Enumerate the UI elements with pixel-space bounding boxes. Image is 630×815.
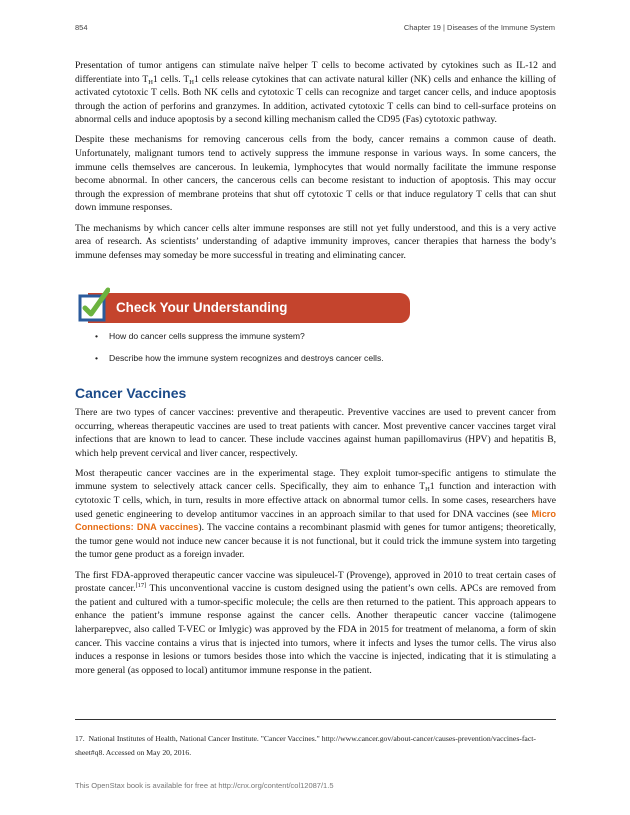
- paragraph-fda-vaccines: The first FDA-approved therapeutic cancer vaccine was sipuleucel-T (Provenge), approved in 2010 to treat certain cases of prostate cancer.[17] This unconventional vaccine is custom designed using the patient’s own cells. APCs are removed from the patient and cultured with a tumor-specific molecule; the cells are then returned to the patient. This approach appears to enhance the patient’s immune response against the cancer cells. Another therapeutic cancer vaccine (talimogene laherparepvec, also called T-VEC or Imlygic) was approved by the FDA in 2015 for treatment of melanoma, a form of skin cancer. This vaccine contains a virus that is injected into tumors, where it infects and lyses the tumor cells. The virus also induces a response in lesions or tumors besides those into which the vaccine is injected, indicating that it is stimulating a more general (as opposed to local) antitumor immune response in the patient.: [75, 569, 556, 676]
- footnote-divider: [75, 719, 556, 720]
- paragraph-immune-suppression: Despite these mechanisms for removing cancerous cells from the body, cancer remains a common cause of death. Unfortunately, malignant tumors tend to actively suppress the immune response in various ways. In some cancers, the immune cells themselves are cancerous. In leukemia, lymphocytes that would normally facilitate the immune response become abnormal. In other cancers, the cancerous cells can become resistant to induction of apoptosis. This may occur through the expression of membrane proteins that shut off cytotoxic T cells or that induce regulatory T cells that can shut down immune responses.: [75, 134, 556, 214]
- page-number: 854: [75, 23, 88, 32]
- footnote-number: 17.: [75, 734, 85, 743]
- dna-vaccines-link[interactable]: Micro Connections: DNA vaccines: [75, 508, 556, 533]
- chapter-header: Chapter 19 | Diseases of the Immune System: [403, 23, 555, 32]
- page-footer: This OpenStax book is available for free at http://cnx.org/content/col12087/1.5: [75, 781, 334, 790]
- paragraph-research: The mechanisms by which cancer cells alter immune responses are still not yet fully understood, and this is a very active area of research. As scientists’ understanding of adaptive immunity improves, cancer therapies that harness the body’s immune defenses may someday be more successful in treating and eliminating cancer.: [75, 222, 556, 261]
- check-understanding-banner: [78, 292, 410, 324]
- checkbox-check-icon: [78, 286, 110, 324]
- question-item: • Describe how the immune system recognizes and destroys cancer cells.: [95, 352, 384, 374]
- footnote: [75, 732, 556, 759]
- footnote-text: National Institutes of Health, National Cancer Institute. "Cancer Vaccines." http://www.cancer.gov/about-cancer/causes-prevention/vaccines-fact-sheet#q8. Accessed on May 20, 2016.: [75, 734, 536, 757]
- question-item: • How do cancer cells suppress the immune system?: [95, 330, 384, 352]
- vaccine-text: [75, 406, 556, 684]
- paragraph-therapeutic-vaccines: Most therapeutic cancer vaccines are in the experimental stage. They exploit tumor-specific antigens to stimulate the immune system to selectively attack cancer cells. Specifically, they aim to enhance $T_H1$ function and interaction with cytotoxic T cells, which, in turn, results in more effective attack on abnormal tumor cells. In some cases, researchers have used genetic engineering to develop antitumor vaccines in an approach similar to that used for DNA vaccines (see Micro Connections: DNA vaccines). The vaccine contains a recombinant plasmid with genes for tumor antigens; theoretically, the tumor gene would not induce new cancer because it is not functional, but it could trick the immune system into targeting the tumor gene product as a foreign invader.: [75, 467, 557, 561]
- check-understanding-title: Check Your Understanding: [116, 300, 288, 315]
- section-title: Cancer Vaccines: [75, 385, 187, 401]
- intro-text: [75, 59, 556, 269]
- paragraph-tumor-antigens: Presentation of tumor antigens can stimulate naïve helper T cells to become activated by cytokines such as IL-12 and differentiate into $T_H1$ cells. $T_H1$ cells release cytokines that can activate natural killer (NK) cells and enhance the killing of activated cytotoxic T cells. Both NK cells and cytotoxic T cells can recognize and target cancer cells, and induce apoptosis through the action of perforins and granzymes. In addition, activated cytotoxic T cells can bind to cell-surface proteins on abnormal cells and induce apoptosis by a second killing mechanism called the CD95 (Fas) cytotoxic pathway.: [75, 60, 557, 126]
- footnote-ref[interactable]: [17]: [135, 582, 147, 590]
- paragraph-vaccine-types: There are two types of cancer vaccines: preventive and therapeutic. Preventive vaccines are used to prevent cancer from occurring, whereas therapeutic vaccines are used to treat patients with cancer. Most preventive cancer vaccines target viral infections that are known to lead to cancer. These include vaccines against human papillomavirus (HPV) and hepatitis B, which help prevent cervical and liver cancer, respectively.: [75, 407, 556, 459]
- check-understanding-list: [95, 330, 384, 374]
